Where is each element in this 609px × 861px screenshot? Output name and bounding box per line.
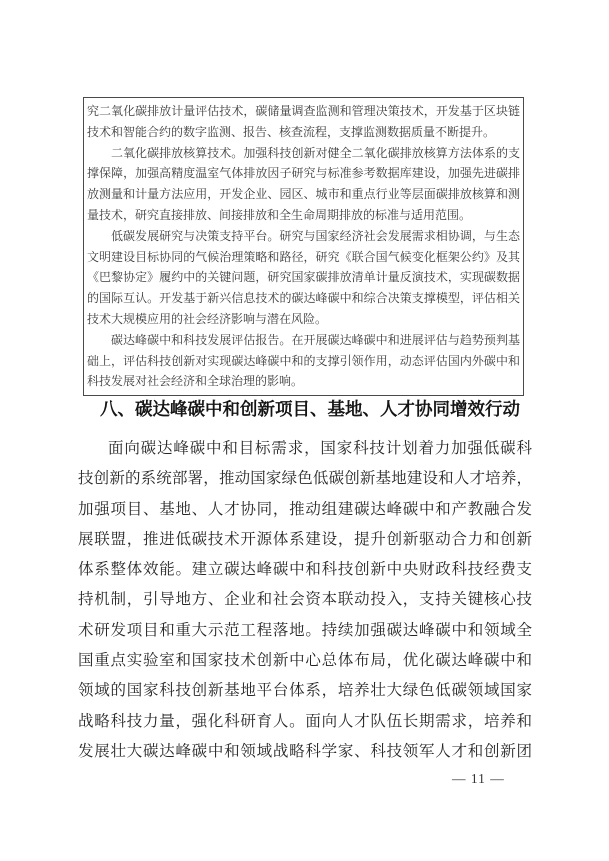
body-line: 加强项目、基地、人才协同，推动组建碳达峰碳中和产教融合发	[78, 500, 532, 518]
body-line: 战略科技力量，强化科研育人。面向人才队伍长期需求，培养和	[78, 712, 532, 730]
box-line: 的国际互认。开发基于新兴信息技术的碳达峰碳中和综合决策支撑模型，评估相关	[87, 291, 520, 306]
boxed-paragraphs	[83, 97, 524, 396]
section-body	[78, 434, 532, 767]
page-number: — 11 —	[452, 771, 505, 786]
box-line: 撑保障，加强高精度温室气体排放因子研究与标准参考数据库建设，加强先进碳排	[87, 166, 520, 181]
box-line: 《巴黎协定》履约中的关键问题，研究国家碳排放清单计量反演技术，实现碳数据	[87, 270, 520, 285]
box-line: 量技术，研究直接排放、间接排放和全生命周期排放的标准与适用范围。	[87, 207, 472, 222]
body-line: 国重点实验室和国家技术创新中心总体布局，优化碳达峰碳中和	[78, 652, 532, 670]
body-line: 发展壮大碳达峰碳中和领域战略科学家、科技领军人才和创新团	[78, 742, 532, 760]
box-line: 碳达峰碳中和科技发展评估报告。在开展碳达峰碳中和进展评估与趋势预判基	[111, 332, 520, 347]
body-line: 技创新的系统部署，推动国家绿色低碳创新基地建设和人才培养，	[78, 470, 532, 488]
body-line: 体系整体效能。建立碳达峰碳中和科技创新中央财政科技经费支	[78, 561, 532, 579]
box-line: 科技发展对社会经济和全球治理的影响。	[87, 374, 304, 389]
box-line: 二氧化碳排放核算技术。加强科技创新对健全二氧化碳排放核算方法体系的支	[111, 145, 520, 160]
body-line: 面向碳达峰碳中和目标需求，国家科技计划着力加强低碳科	[108, 440, 532, 457]
box-line: 文明建设目标协同的气候治理策略和路径，研究《联合国气候变化框架公约》及其	[87, 249, 520, 264]
body-line: 展联盟，推进低碳技术开源体系建设，提升创新驱动合力和创新	[78, 530, 532, 548]
body-line: 领域的国家科技创新基地平台体系，培养壮大绿色低碳领域国家	[78, 682, 532, 700]
box-line: 础上，评估科技创新对实现碳达峰碳中和的支撑引领作用，动态评估国内外碳中和	[87, 353, 520, 368]
box-line: 技术和智能合约的数字监测、报告、核查流程，支撑监测数据质量不断提升。	[87, 124, 496, 139]
box-line: 技术大规模应用的社会经济影响与潜在风险。	[87, 311, 328, 326]
box-line: 低碳发展研究与决策支持平台。研究与国家经济社会发展需求相协调，与生态	[111, 228, 520, 243]
box-line: 放测量和计量方法应用，开发企业、园区、城市和重点行业等层面碳排放核算和测	[87, 187, 520, 202]
section-heading: 八、碳达峰碳中和创新项目、基地、人才协同增效行动	[100, 399, 520, 419]
body-line: 术研发项目和重大示范工程落地。持续加强碳达峰碳中和领域全	[78, 621, 532, 639]
body-line: 持机制，引导地方、企业和社会资本联动投入，支持关键核心技	[78, 591, 532, 609]
box-line: 究二氧化碳排放计量评估技术，碳储量调查监测和管理决策技术，开发基于区块链	[87, 104, 520, 118]
